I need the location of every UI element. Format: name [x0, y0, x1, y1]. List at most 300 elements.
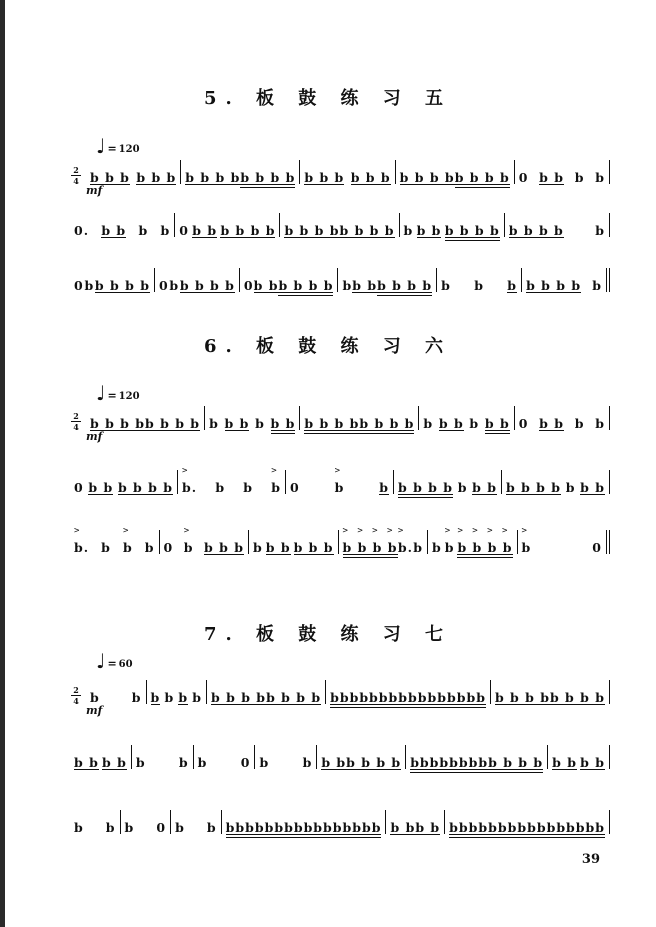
- drum-strokes: b: [150, 690, 161, 705]
- note-group: [455, 160, 510, 189]
- note-group: [164, 530, 174, 559]
- drum-strokes: b b: [265, 540, 291, 555]
- note-group: [472, 470, 497, 499]
- drum-strokes: b: [379, 480, 389, 495]
- beam-line: [351, 184, 391, 185]
- beam-line: [304, 837, 382, 838]
- note-group: [183, 526, 194, 559]
- note-group: [74, 470, 84, 499]
- beam-line: [101, 237, 126, 238]
- beam-line: [550, 704, 605, 705]
- beam-line: [192, 237, 217, 238]
- beam-line: [352, 292, 377, 293]
- beam-line: [449, 837, 527, 838]
- drum-strokes: b b b: [136, 170, 177, 185]
- drum-strokes: b b: [438, 416, 464, 431]
- drum-strokes: b b: [192, 223, 218, 238]
- note-group: [84, 268, 94, 297]
- note-group: [474, 268, 484, 297]
- note-group: [198, 745, 208, 774]
- drum-strokes: b b b b: [284, 223, 340, 238]
- staff-system: [70, 213, 610, 253]
- note-group: [284, 213, 339, 242]
- drum-strokes: 0: [74, 278, 84, 293]
- note-group: [334, 466, 345, 499]
- beam-line: [278, 295, 333, 296]
- note-group: [259, 745, 269, 774]
- drum-strokes: b: [441, 278, 451, 293]
- drum-strokes: b b b: [293, 540, 334, 555]
- note-group: [303, 745, 313, 774]
- note-group: [351, 160, 391, 189]
- accent-mark: >: [182, 466, 190, 476]
- note-group: [415, 810, 440, 839]
- drum-strokes: b: [101, 540, 111, 555]
- measure: [171, 810, 222, 834]
- drum-strokes: b b b b: [399, 170, 455, 185]
- beam-line: [506, 494, 561, 495]
- note-group: [304, 810, 382, 839]
- note-group: [444, 526, 455, 559]
- note-group: [179, 745, 189, 774]
- beam-line: [410, 772, 488, 773]
- drum-strokes: 0: [158, 278, 169, 293]
- drum-strokes: 0: [240, 755, 251, 770]
- measure: [522, 268, 610, 292]
- beam-line: [398, 494, 453, 495]
- beam-line: [539, 430, 564, 431]
- beam-line: [580, 769, 605, 770]
- drum-strokes: b: [90, 690, 100, 705]
- note-group: [74, 745, 99, 774]
- drum-strokes: b b: [224, 416, 250, 431]
- note-group: [90, 160, 130, 189]
- staff-system: [70, 160, 610, 200]
- drum-strokes: 0: [290, 480, 300, 495]
- drum-strokes: b.: [74, 540, 90, 555]
- dynamic-marking: mf: [86, 430, 103, 443]
- drum-strokes: b b b b: [444, 223, 500, 238]
- beam-line: [304, 433, 359, 434]
- note-group: [226, 810, 304, 839]
- note-group: [118, 470, 173, 499]
- drum-strokes: b: [74, 820, 84, 835]
- measure: [86, 160, 181, 184]
- measure: [181, 160, 300, 184]
- note-group: [209, 406, 219, 435]
- note-group: [204, 530, 244, 559]
- measure: [505, 213, 610, 237]
- drum-strokes: b: [342, 278, 353, 293]
- drum-strokes: bbbbbbbb: [410, 755, 489, 770]
- accent-mark: >: [521, 526, 529, 536]
- page-number: 39: [581, 852, 600, 867]
- note-group: [521, 526, 532, 559]
- beam-line: [340, 237, 395, 238]
- accent-mark: >: [122, 526, 131, 536]
- beam-line: [552, 769, 577, 770]
- note-group: [106, 810, 116, 839]
- note-group: [469, 406, 479, 435]
- drum-strokes: b: [574, 416, 585, 431]
- beam-line: [507, 292, 517, 293]
- note-group: [136, 160, 176, 189]
- beam-line: [398, 497, 453, 498]
- beam-line: [271, 433, 296, 434]
- beam-line: [377, 295, 432, 296]
- exercise-title: 6. 板 鼓 练 习 六: [203, 336, 453, 357]
- note-group: [304, 160, 344, 189]
- note-group: [253, 530, 263, 559]
- note-group: [539, 160, 564, 189]
- drum-strokes: b b b b: [185, 170, 241, 185]
- drum-strokes: b b b b: [117, 480, 173, 495]
- beam-line: [118, 494, 173, 495]
- drum-strokes: b: [432, 540, 442, 555]
- measure: [121, 810, 172, 834]
- tempo-marking: [96, 649, 133, 673]
- beam-line: [485, 433, 510, 434]
- measure: [155, 268, 240, 292]
- measure: [386, 810, 445, 834]
- note-group: [211, 680, 266, 709]
- note-group: [271, 466, 281, 499]
- drum-strokes: b b b b: [506, 480, 562, 495]
- note-group: [457, 526, 513, 559]
- drum-strokes: b: [403, 223, 414, 238]
- note-group: [550, 680, 605, 709]
- measure: [515, 160, 610, 184]
- drum-strokes: 0: [156, 820, 167, 835]
- note-group: [397, 526, 413, 559]
- drum-strokes: b: [334, 480, 345, 495]
- drum-strokes: b: [595, 170, 606, 185]
- note-group: [294, 530, 334, 559]
- note-group: [136, 745, 146, 774]
- beam-line: [346, 769, 401, 770]
- accent-mark: >: [271, 466, 279, 476]
- staff-system: [70, 680, 610, 720]
- measure: [70, 810, 121, 834]
- drum-strokes: b b: [580, 755, 605, 770]
- drum-strokes: b: [521, 540, 532, 555]
- quarter-note-icon: ♩: [96, 134, 106, 158]
- beam-line: [417, 237, 442, 238]
- drum-strokes: b: [271, 480, 281, 495]
- drum-strokes: b b b b: [346, 755, 402, 770]
- tempo-marking: [96, 134, 140, 158]
- measure: [240, 268, 339, 292]
- dynamic-marking: mf: [86, 184, 103, 197]
- beam-line: [410, 769, 488, 770]
- accent-mark: >: [183, 526, 192, 536]
- beam-line: [343, 557, 398, 558]
- time-sig-bottom: 4: [73, 422, 79, 432]
- measure: [160, 526, 250, 555]
- measure: [300, 406, 419, 430]
- beam-line: [527, 834, 605, 835]
- measure: [147, 680, 208, 704]
- beam-line: [445, 240, 500, 241]
- beam-line: [526, 292, 581, 293]
- drum-strokes: b: [574, 170, 585, 185]
- drum-strokes: b: [253, 540, 263, 555]
- beam-line: [266, 704, 321, 705]
- note-group: [192, 680, 202, 709]
- time-signature: [70, 412, 82, 431]
- drum-strokes: b: [474, 278, 484, 293]
- beam-line: [527, 837, 605, 838]
- note-group: [445, 213, 500, 242]
- measure: [445, 810, 610, 834]
- drum-strokes: b: [259, 755, 270, 770]
- accent-mark: >: [74, 526, 82, 536]
- drum-strokes: b b b: [204, 540, 244, 555]
- note-group: [151, 680, 161, 709]
- note-group: [449, 810, 527, 839]
- note-group: [439, 406, 464, 435]
- time-sig-bottom: 4: [73, 176, 79, 186]
- note-group: [278, 268, 333, 297]
- beam-line: [294, 554, 334, 555]
- drum-strokes: b: [206, 820, 217, 835]
- note-group: [207, 810, 217, 839]
- drum-strokes: b: [124, 820, 135, 835]
- drum-strokes: b b: [253, 278, 279, 293]
- drum-strokes: b b b: [304, 170, 345, 185]
- drum-strokes: b b: [101, 755, 127, 770]
- note-group: [458, 470, 468, 499]
- measure: [317, 745, 406, 769]
- note-group: [101, 530, 111, 559]
- beam-line: [485, 430, 510, 431]
- note-group: [432, 530, 442, 559]
- measure: [207, 680, 326, 704]
- tempo-equals: =: [107, 142, 117, 155]
- drum-strokes: b: [131, 690, 142, 705]
- note-group: [377, 268, 432, 297]
- beam-line: [488, 772, 543, 773]
- drum-strokes: 0: [74, 480, 84, 495]
- drum-strokes: b: [135, 755, 146, 770]
- beam-line: [439, 430, 464, 431]
- note-group: [352, 268, 377, 297]
- note-group: [488, 745, 543, 774]
- drum-strokes: b b b b: [342, 540, 398, 555]
- beam-line: [400, 184, 455, 185]
- note-group: [527, 810, 605, 839]
- measure: [280, 213, 399, 237]
- drum-strokes: b b b b: [278, 278, 334, 293]
- beam-line: [455, 187, 510, 188]
- beam-line: [225, 430, 250, 431]
- measure: [70, 526, 160, 555]
- note-group: [485, 406, 510, 435]
- drum-strokes: b: [197, 755, 208, 770]
- beam-line: [185, 184, 240, 185]
- note-group: [398, 470, 453, 499]
- note-group: [346, 745, 401, 774]
- quarter-note-icon: ♩: [96, 381, 106, 405]
- drum-strokes: b b: [390, 820, 416, 835]
- beam-line: [359, 433, 414, 434]
- beam-line: [90, 184, 130, 185]
- note-group: [539, 406, 564, 435]
- staff-system: [70, 526, 610, 570]
- note-group: [244, 268, 254, 297]
- tempo-value: 120: [118, 144, 140, 155]
- note-group: [271, 406, 296, 435]
- drum-strokes: b: [183, 540, 194, 555]
- drum-strokes: b: [413, 540, 423, 555]
- drum-strokes: b: [178, 755, 189, 770]
- note-group: [179, 213, 189, 242]
- staff-system: [70, 745, 610, 785]
- drum-strokes: b.: [397, 540, 413, 555]
- drum-strokes: 0: [179, 223, 189, 238]
- note-group: [509, 213, 564, 242]
- note-group: [342, 526, 398, 559]
- beam-line: [145, 430, 200, 431]
- measure: [286, 466, 394, 495]
- beam-line: [204, 554, 244, 555]
- beam-line: [330, 704, 408, 705]
- beam-line: [390, 834, 415, 835]
- measure: [194, 745, 256, 769]
- quarter-note-icon: ♩: [96, 649, 106, 673]
- measure: [70, 268, 155, 292]
- note-group: [321, 745, 346, 774]
- tempo-value: 60: [118, 659, 133, 670]
- drum-strokes: b b b b: [377, 278, 433, 293]
- drum-strokes: b b: [415, 820, 441, 835]
- drum-strokes: b: [444, 540, 455, 555]
- drum-strokes: b: [175, 820, 185, 835]
- drum-strokes: b: [164, 690, 175, 705]
- drum-strokes: b b b b: [179, 278, 235, 293]
- beam-line: [457, 557, 512, 558]
- time-signature: [70, 686, 82, 705]
- drum-strokes: b b b b: [339, 223, 395, 238]
- note-group: [595, 160, 605, 189]
- drum-strokes: b b b b: [211, 690, 267, 705]
- drum-strokes: 0: [163, 540, 174, 555]
- accent-mark: > > > >: [457, 526, 510, 536]
- note-group: [220, 213, 275, 242]
- drum-strokes: b b b b: [266, 690, 322, 705]
- beam-line: [284, 237, 339, 238]
- note-group: [410, 745, 488, 774]
- drum-strokes: b b b b: [145, 416, 201, 431]
- drum-strokes: b.: [182, 480, 198, 495]
- note-group: [180, 268, 235, 297]
- drum-strokes: b b b b: [457, 540, 513, 555]
- accent-mark: > > > >: [342, 526, 395, 536]
- tempo-equals: =: [107, 389, 117, 402]
- note-group: [145, 530, 155, 559]
- note-group: [342, 268, 352, 297]
- note-group: [74, 526, 90, 559]
- drum-strokes: b b: [552, 755, 577, 770]
- beam-line: [455, 184, 510, 185]
- time-sig-top: 2: [73, 411, 79, 421]
- note-group: [145, 406, 200, 435]
- drum-strokes: bbbbbbbb: [330, 690, 409, 705]
- time-sig-top: 2: [73, 165, 79, 175]
- staff-system: [70, 466, 610, 510]
- beam-line: [271, 430, 296, 431]
- drum-strokes: b b: [539, 170, 565, 185]
- note-group: [164, 680, 174, 709]
- beam-line: [240, 184, 295, 185]
- measure: [326, 680, 491, 704]
- note-group: [185, 160, 240, 189]
- beam-line: [74, 769, 99, 770]
- beam-line: [278, 292, 333, 293]
- drum-strokes: b b b: [350, 170, 391, 185]
- measure: [394, 470, 502, 494]
- note-group: [359, 406, 414, 435]
- note-group: [138, 213, 148, 242]
- note-group: [580, 745, 605, 774]
- drum-strokes: b b: [416, 223, 442, 238]
- drum-strokes: b: [160, 223, 171, 238]
- note-group: [90, 406, 145, 435]
- tempo-equals: =: [107, 657, 117, 670]
- beam-line: [580, 494, 605, 495]
- drum-strokes: b b: [580, 480, 605, 495]
- note-group: [255, 406, 265, 435]
- drum-strokes: b b b b: [220, 223, 276, 238]
- drum-strokes: b b: [88, 480, 114, 495]
- staff-system: [70, 810, 610, 850]
- note-group: [215, 470, 225, 499]
- drum-strokes: b: [84, 278, 95, 293]
- measure: [515, 406, 610, 430]
- note-group: [88, 470, 113, 499]
- beam-line: [240, 187, 295, 188]
- note-group: [304, 406, 359, 435]
- drum-strokes: bbbbbbbb: [303, 820, 382, 835]
- drum-strokes: b: [592, 278, 603, 293]
- beam-line: [449, 834, 527, 835]
- beam-line: [379, 494, 389, 495]
- measure: [400, 213, 505, 237]
- beam-line: [343, 554, 398, 555]
- drum-strokes: b b b b: [398, 480, 454, 495]
- note-group: [290, 470, 300, 499]
- measure: [222, 810, 387, 834]
- note-group: [519, 406, 529, 435]
- note-group: [169, 268, 179, 297]
- drum-strokes: b b: [321, 755, 347, 770]
- note-group: [132, 680, 142, 709]
- note-group: [575, 160, 585, 189]
- note-group: [156, 810, 166, 839]
- drum-strokes: bbbbbbbb: [527, 820, 606, 835]
- tempo-value: 120: [118, 391, 140, 402]
- beam-line: [226, 837, 304, 838]
- drum-strokes: b: [423, 416, 434, 431]
- measure: [255, 745, 317, 769]
- drum-strokes: 0: [518, 416, 529, 431]
- note-group: [592, 530, 602, 559]
- dynamic-marking: mf: [86, 704, 103, 717]
- beam-line: [321, 769, 346, 770]
- note-group: [192, 213, 217, 242]
- note-group: [495, 680, 550, 709]
- drum-strokes: b: [209, 416, 219, 431]
